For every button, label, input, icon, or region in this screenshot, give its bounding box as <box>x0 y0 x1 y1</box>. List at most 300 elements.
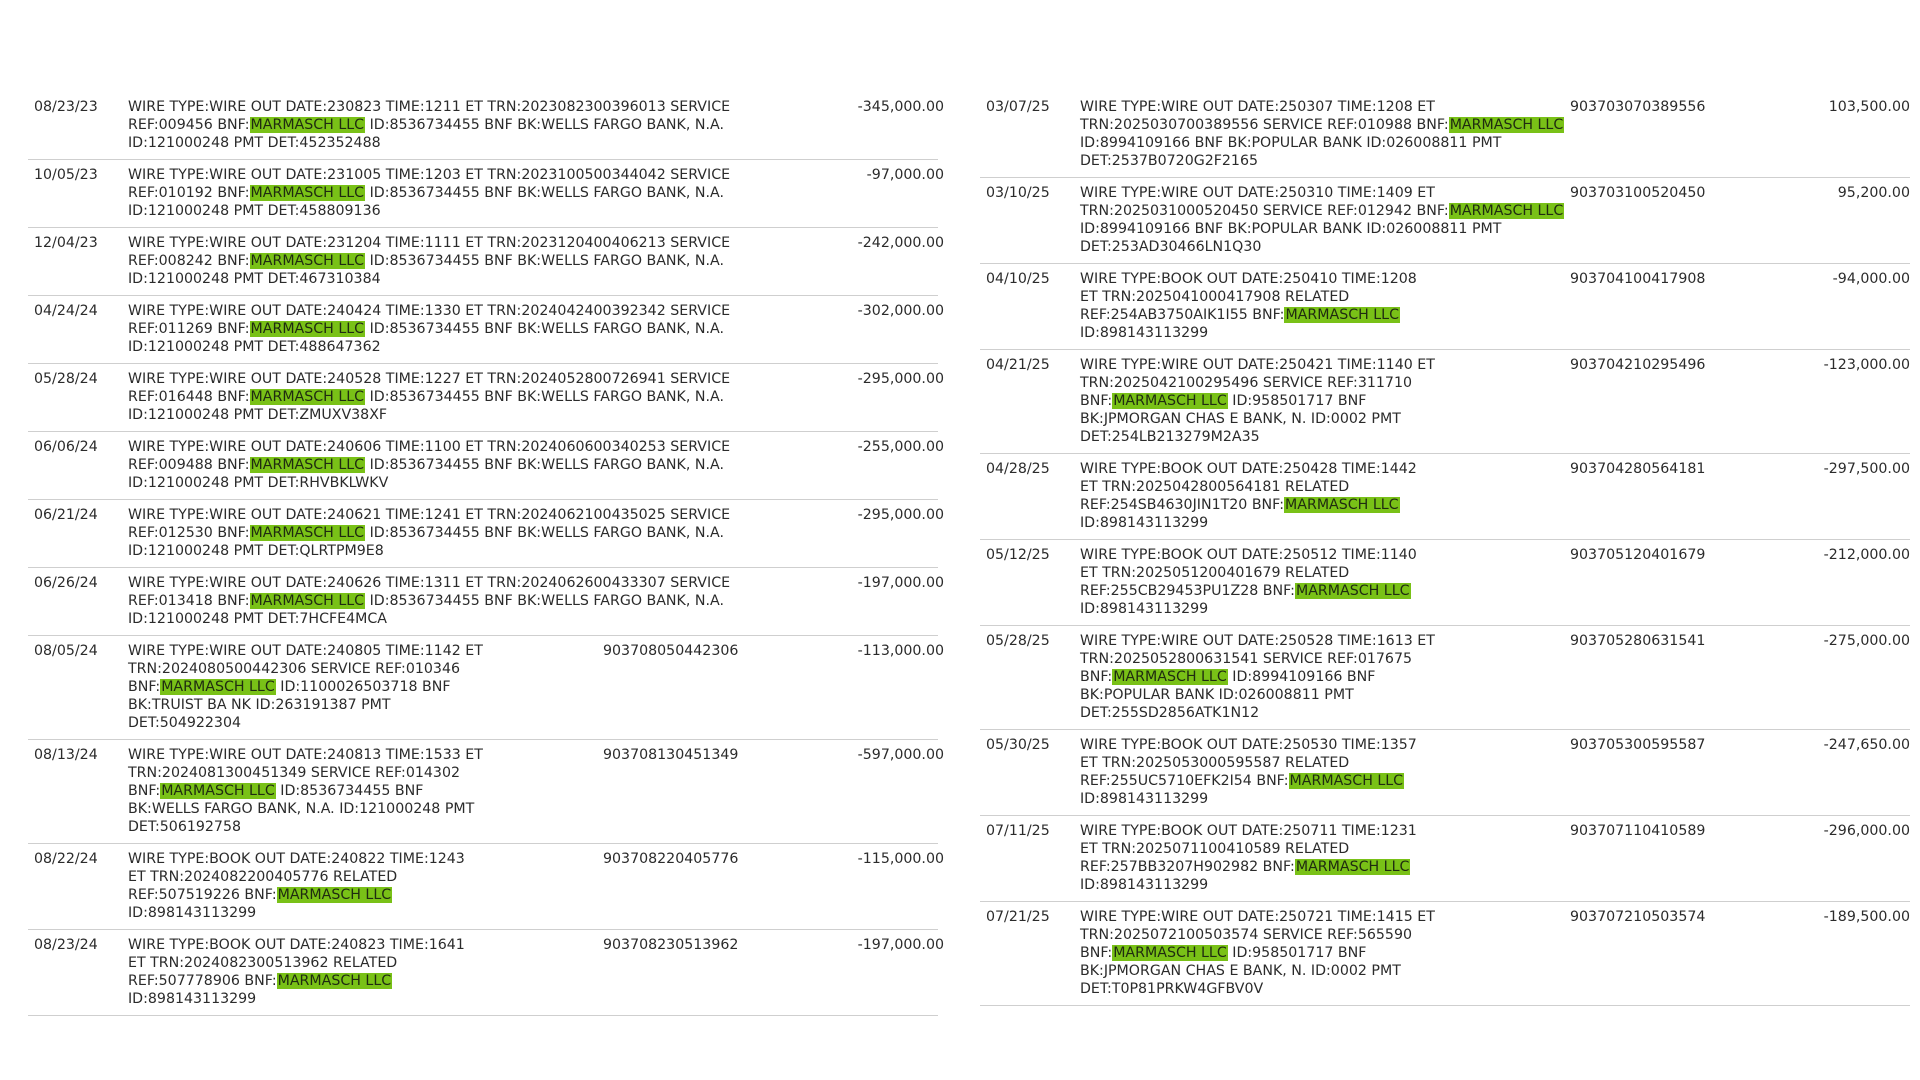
description-text: ID:898143113299 <box>1080 877 1209 893</box>
description-line <box>1080 980 1640 998</box>
description-text: TRN:2025031000520450 SERVICE REF:012942 BNF: <box>1080 203 1449 219</box>
transaction-amount: -212,000.00 <box>1823 547 1910 563</box>
transaction-row <box>28 930 944 1016</box>
description-text: WIRE TYPE:BOOK OUT DATE:250428 TIME:1442 <box>1080 461 1417 477</box>
description-line <box>128 202 688 220</box>
transaction-amount: -597,000.00 <box>857 747 944 763</box>
transaction-date: 05/12/25 <box>986 547 1050 563</box>
transaction-amount: -345,000.00 <box>857 99 944 115</box>
description-line <box>1080 754 1640 772</box>
description-line <box>128 134 688 152</box>
transaction-description <box>128 166 731 220</box>
description-text: ET TRN:2025041000417908 RELATED <box>1080 289 1350 305</box>
description-line <box>128 456 724 474</box>
reference-number: 903704280564181 <box>1570 461 1706 477</box>
description-text: ID:8536734455 BNF BK:WELLS FARGO BANK, N.A. <box>365 525 724 541</box>
description-text: REF:010192 BNF: <box>128 185 250 201</box>
highlighted-beneficiary: MARMASCH LLC <box>250 185 365 201</box>
description-text: ID:8536734455 BNF BK:WELLS FARGO BANK, N.A. <box>365 321 724 337</box>
transaction-amount: -113,000.00 <box>857 643 944 659</box>
description-line <box>1080 632 1640 650</box>
description-line <box>1080 324 1640 342</box>
description-text: REF:009456 BNF: <box>128 117 250 133</box>
transaction-amount: -197,000.00 <box>857 575 944 591</box>
transaction-date: 06/21/24 <box>34 507 98 523</box>
reference-number: 903708220405776 <box>603 851 739 867</box>
description-line <box>128 678 688 696</box>
description-line <box>1080 514 1640 532</box>
description-text: REF:008242 BNF: <box>128 253 250 269</box>
description-line <box>128 542 688 560</box>
reference-number: 903708050442306 <box>603 643 739 659</box>
description-text: WIRE TYPE:BOOK OUT DATE:240823 TIME:1641 <box>128 937 465 953</box>
description-line <box>1080 306 1640 324</box>
highlighted-beneficiary: MARMASCH LLC <box>250 389 365 405</box>
highlighted-beneficiary: MARMASCH LLC <box>1113 945 1227 961</box>
description-text: WIRE TYPE:WIRE OUT DATE:240424 TIME:1330 ET TRN:2024042400392342 SERVICE <box>128 303 731 319</box>
description-text: DET:504922304 <box>128 715 242 731</box>
highlighted-beneficiary: MARMASCH LLC <box>1285 497 1399 513</box>
description-text: REF:009488 BNF: <box>128 457 250 473</box>
description-line <box>128 302 731 320</box>
description-line <box>1080 858 1640 876</box>
description-line <box>1080 704 1640 722</box>
transaction-row <box>28 844 944 930</box>
description-text: DET:506192758 <box>128 819 242 835</box>
description-text: TRN:2025072100503574 SERVICE REF:565590 <box>1080 927 1412 943</box>
transaction-amount: -197,000.00 <box>857 937 944 953</box>
description-line <box>1080 220 1640 238</box>
description-line <box>1080 238 1640 256</box>
transaction-date: 05/28/25 <box>986 633 1050 649</box>
description-line <box>128 904 688 922</box>
left-transaction-column <box>28 92 944 1016</box>
transaction-row <box>980 264 1910 350</box>
transaction-date: 08/05/24 <box>34 643 98 659</box>
transaction-row <box>980 454 1910 540</box>
description-text: ID:121000248 PMT DET:ZMUXV38XF <box>128 407 388 423</box>
description-text: WIRE TYPE:WIRE OUT DATE:240626 TIME:1311 ET TRN:2024062600433307 SERVICE <box>128 575 731 591</box>
transaction-date: 07/21/25 <box>986 909 1050 925</box>
description-text: TRN:2024080500442306 SERVICE REF:010346 <box>128 661 460 677</box>
transaction-description <box>128 234 731 288</box>
transaction-row <box>980 350 1910 454</box>
transaction-amount: -275,000.00 <box>1823 633 1910 649</box>
description-line <box>128 98 731 116</box>
description-line <box>128 370 731 388</box>
description-line <box>1080 152 1640 170</box>
transaction-date: 08/22/24 <box>34 851 98 867</box>
transaction-description <box>128 438 731 492</box>
transaction-date: 08/23/23 <box>34 99 98 115</box>
description-text: DET:2537B0720G2F2165 <box>1080 153 1259 169</box>
description-text: BK:JPMORGAN CHAS E BANK, N. ID:0002 PMT <box>1080 411 1401 427</box>
highlighted-beneficiary: MARMASCH LLC <box>161 783 275 799</box>
transaction-description <box>1080 98 1640 170</box>
description-line <box>128 166 731 184</box>
description-line <box>1080 116 1640 134</box>
description-line <box>1080 564 1640 582</box>
description-line <box>1080 772 1640 790</box>
description-text: ID:898143113299 <box>1080 515 1209 531</box>
description-text: ID:958501717 BNF <box>1227 393 1367 409</box>
description-line <box>1080 202 1640 220</box>
description-text: WIRE TYPE:WIRE OUT DATE:240528 TIME:1227 ET TRN:2024052800726941 SERVICE <box>128 371 731 387</box>
transaction-amount: -297,500.00 <box>1823 461 1910 477</box>
description-text: WIRE TYPE:WIRE OUT DATE:240805 TIME:1142 ET <box>128 643 483 659</box>
description-text: ID:8536734455 BNF BK:WELLS FARGO BANK, N.A. <box>365 117 724 133</box>
description-text: BNF: <box>1080 669 1113 685</box>
description-text: ET TRN:2025071100410589 RELATED <box>1080 841 1350 857</box>
description-line <box>1080 288 1640 306</box>
description-text: ID:898143113299 <box>128 905 257 921</box>
transaction-date: 05/28/24 <box>34 371 98 387</box>
description-text: TRN:2025042100295496 SERVICE REF:311710 <box>1080 375 1412 391</box>
description-line <box>1080 650 1640 668</box>
highlighted-beneficiary: MARMASCH LLC <box>250 321 365 337</box>
description-text: REF:254AB3750AIK1I55 BNF: <box>1080 307 1285 323</box>
description-text: REF:011269 BNF: <box>128 321 250 337</box>
highlighted-beneficiary: MARMASCH LLC <box>1285 307 1399 323</box>
description-text: ET TRN:2025051200401679 RELATED <box>1080 565 1350 581</box>
description-line <box>1080 840 1640 858</box>
description-line <box>1080 410 1640 428</box>
highlighted-beneficiary: MARMASCH LLC <box>1289 773 1404 789</box>
transaction-amount: -295,000.00 <box>857 371 944 387</box>
description-text: DET:T0P81PRKW4GFBV0V <box>1080 981 1264 997</box>
description-text: ID:8536734455 BNF BK:WELLS FARGO BANK, N.A. <box>365 253 724 269</box>
description-text: ID:8994109166 BNF <box>1227 669 1376 685</box>
description-line <box>128 800 688 818</box>
description-line <box>128 954 688 972</box>
description-line <box>1080 944 1640 962</box>
description-text: DET:255SD2856ATK1N12 <box>1080 705 1260 721</box>
description-text: ET TRN:2025042800564181 RELATED <box>1080 479 1350 495</box>
transaction-row <box>28 92 944 160</box>
transaction-date: 04/10/25 <box>986 271 1050 287</box>
transaction-amount: -189,500.00 <box>1823 909 1910 925</box>
description-text: ID:121000248 PMT DET:7HCFE4MCA <box>128 611 387 627</box>
description-text: TRN:2025052800631541 SERVICE REF:017675 <box>1080 651 1412 667</box>
highlighted-beneficiary: MARMASCH LLC <box>1113 393 1227 409</box>
transaction-row <box>980 816 1910 902</box>
transaction-row <box>28 228 944 296</box>
description-text: REF:257BB3207H902982 BNF: <box>1080 859 1295 875</box>
description-line <box>1080 926 1640 944</box>
highlighted-beneficiary: MARMASCH LLC <box>277 887 392 903</box>
transaction-date: 05/30/25 <box>986 737 1050 753</box>
transaction-amount: -115,000.00 <box>857 851 944 867</box>
transaction-row <box>28 636 944 740</box>
description-text: WIRE TYPE:WIRE OUT DATE:231005 TIME:1203 ET TRN:2023100500344042 SERVICE <box>128 167 731 183</box>
description-line <box>1080 822 1640 840</box>
reference-number: 903705120401679 <box>1570 547 1706 563</box>
description-text: WIRE TYPE:WIRE OUT DATE:231204 TIME:1111 ET TRN:2023120400406213 SERVICE <box>128 235 731 251</box>
description-line <box>1080 546 1640 564</box>
transaction-description <box>1080 184 1640 256</box>
description-line <box>128 252 724 270</box>
transaction-date: 06/06/24 <box>34 439 98 455</box>
transaction-description <box>128 302 731 356</box>
description-text: ID:898143113299 <box>1080 325 1209 341</box>
reference-number: 903704210295496 <box>1570 357 1706 373</box>
description-line <box>128 338 688 356</box>
description-text: REF:254SB4630JIN1T20 BNF: <box>1080 497 1285 513</box>
description-text: ID:1100026503718 BNF <box>275 679 451 695</box>
transaction-date: 04/28/25 <box>986 461 1050 477</box>
description-text: WIRE TYPE:WIRE OUT DATE:240813 TIME:1533 ET <box>128 747 483 763</box>
transaction-row <box>980 730 1910 816</box>
description-line <box>128 320 724 338</box>
reference-number: 903708130451349 <box>603 747 739 763</box>
reference-number: 903707210503574 <box>1570 909 1706 925</box>
description-text: REF:016448 BNF: <box>128 389 250 405</box>
reference-number: 903708230513962 <box>603 937 739 953</box>
reference-number: 903705280631541 <box>1570 633 1706 649</box>
description-line <box>1080 98 1640 116</box>
transaction-amount: -242,000.00 <box>857 235 944 251</box>
description-line <box>1080 460 1640 478</box>
description-text: ID:8536734455 BNF BK:WELLS FARGO BANK, N.A. <box>365 457 724 473</box>
description-text: BNF: <box>1080 393 1113 409</box>
description-line <box>1080 876 1640 894</box>
transaction-amount: -302,000.00 <box>857 303 944 319</box>
description-line <box>1080 582 1640 600</box>
transaction-description <box>128 506 731 560</box>
description-text: WIRE TYPE:BOOK OUT DATE:250530 TIME:1357 <box>1080 737 1417 753</box>
description-text: ID:8994109166 BNF BK:POPULAR BANK ID:026008811 PMT <box>1080 221 1502 237</box>
description-text: ET TRN:2024082300513962 RELATED <box>128 955 398 971</box>
transaction-description <box>1080 822 1640 894</box>
description-text: REF:012530 BNF: <box>128 525 250 541</box>
highlighted-beneficiary: MARMASCH LLC <box>250 593 365 609</box>
description-line <box>1080 374 1640 392</box>
description-text: ID:898143113299 <box>1080 791 1209 807</box>
transaction-description <box>1080 736 1640 808</box>
description-line <box>1080 908 1640 926</box>
description-line <box>128 592 724 610</box>
description-text: REF:507519226 BNF: <box>128 887 277 903</box>
transaction-row <box>28 432 944 500</box>
transaction-row <box>28 364 944 432</box>
description-line <box>128 474 688 492</box>
transaction-amount: -295,000.00 <box>857 507 944 523</box>
description-text: ID:121000248 PMT DET:452352488 <box>128 135 381 151</box>
description-text: ID:8536734455 BNF BK:WELLS FARGO BANK, N.A. <box>365 185 724 201</box>
description-line <box>128 990 688 1008</box>
description-text: ID:8536734455 BNF <box>275 783 424 799</box>
description-line <box>128 574 731 592</box>
reference-number: 903707110410589 <box>1570 823 1706 839</box>
description-line <box>1080 686 1640 704</box>
transaction-amount: -255,000.00 <box>857 439 944 455</box>
description-text: WIRE TYPE:WIRE OUT DATE:240606 TIME:1100 ET TRN:2024060600340253 SERVICE <box>128 439 731 455</box>
description-text: WIRE TYPE:WIRE OUT DATE:250307 TIME:1208 ET <box>1080 99 1435 115</box>
description-line <box>128 696 688 714</box>
reference-number: 903705300595587 <box>1570 737 1706 753</box>
description-text: DET:253AD30466LN1Q30 <box>1080 239 1262 255</box>
description-text: BK:POPULAR BANK ID:026008811 PMT <box>1080 687 1354 703</box>
description-line <box>128 270 688 288</box>
description-text: WIRE TYPE:BOOK OUT DATE:250410 TIME:1208 <box>1080 271 1417 287</box>
transaction-date: 08/13/24 <box>34 747 98 763</box>
transaction-description <box>128 370 731 424</box>
description-line <box>128 438 731 456</box>
description-text: ID:898143113299 <box>128 991 257 1007</box>
description-text: WIRE TYPE:WIRE OUT DATE:250721 TIME:1415 ET <box>1080 909 1435 925</box>
description-text: TRN:2025030700389556 SERVICE REF:010988 BNF: <box>1080 117 1449 133</box>
reference-number: 903704100417908 <box>1570 271 1706 287</box>
transaction-row <box>28 740 944 844</box>
reference-number: 903703100520450 <box>1570 185 1706 201</box>
transaction-description <box>128 574 731 628</box>
description-line <box>1080 428 1640 446</box>
description-text: WIRE TYPE:BOOK OUT DATE:250512 TIME:1140 <box>1080 547 1417 563</box>
description-line <box>128 116 724 134</box>
description-line <box>1080 134 1640 152</box>
description-text: REF:013418 BNF: <box>128 593 250 609</box>
highlighted-beneficiary: MARMASCH LLC <box>1295 583 1410 599</box>
highlighted-beneficiary: MARMASCH LLC <box>250 457 365 473</box>
transaction-date: 06/26/24 <box>34 575 98 591</box>
transaction-date: 12/04/23 <box>34 235 98 251</box>
description-text: REF:507778906 BNF: <box>128 973 277 989</box>
description-text: ID:121000248 PMT DET:QLRTPM9E8 <box>128 543 384 559</box>
transaction-row <box>980 178 1910 264</box>
transaction-amount: -123,000.00 <box>1823 357 1910 373</box>
transaction-description <box>128 98 731 152</box>
highlighted-beneficiary: MARMASCH LLC <box>1295 859 1410 875</box>
description-line <box>128 972 688 990</box>
description-text: BK:WELLS FARGO BANK, N.A. ID:121000248 PMT <box>128 801 475 817</box>
transaction-amount: -94,000.00 <box>1832 271 1910 287</box>
transaction-row <box>28 500 944 568</box>
right-transaction-column <box>980 92 1910 1006</box>
transaction-description <box>1080 546 1640 618</box>
description-line <box>128 782 688 800</box>
description-line <box>1080 668 1640 686</box>
transaction-description <box>1080 460 1640 532</box>
transaction-amount: 95,200.00 <box>1837 185 1910 201</box>
description-line <box>128 764 688 782</box>
transaction-date: 08/23/24 <box>34 937 98 953</box>
transaction-date: 10/05/23 <box>34 167 98 183</box>
transaction-description <box>1080 270 1640 342</box>
transaction-row <box>980 540 1910 626</box>
description-line <box>128 234 731 252</box>
transaction-description <box>1080 632 1640 722</box>
transaction-description <box>1080 908 1640 998</box>
description-text: WIRE TYPE:WIRE OUT DATE:230823 TIME:1211 ET TRN:2023082300396013 SERVICE <box>128 99 731 115</box>
description-text: ID:958501717 BNF <box>1227 945 1367 961</box>
description-line <box>128 184 724 202</box>
description-line <box>128 660 688 678</box>
description-text: ID:121000248 PMT DET:467310384 <box>128 271 381 287</box>
description-text: ID:121000248 PMT DET:RHVBKLWKV <box>128 475 389 491</box>
description-text: TRN:2024081300451349 SERVICE REF:014302 <box>128 765 460 781</box>
description-line <box>128 886 688 904</box>
description-text: BNF: <box>128 783 161 799</box>
highlighted-beneficiary: MARMASCH LLC <box>1449 203 1564 219</box>
description-line <box>1080 790 1640 808</box>
description-line <box>1080 496 1640 514</box>
reference-number: 903703070389556 <box>1570 99 1706 115</box>
description-text: ID:121000248 PMT DET:488647362 <box>128 339 381 355</box>
description-text: WIRE TYPE:WIRE OUT DATE:250528 TIME:1613 ET <box>1080 633 1435 649</box>
transaction-row <box>980 92 1910 178</box>
description-text: ID:898143113299 <box>1080 601 1209 617</box>
transaction-date: 07/11/25 <box>986 823 1050 839</box>
highlighted-beneficiary: MARMASCH LLC <box>250 253 365 269</box>
transaction-date: 04/24/24 <box>34 303 98 319</box>
transaction-amount: -296,000.00 <box>1823 823 1910 839</box>
description-text: DET:254LB213279M2A35 <box>1080 429 1260 445</box>
description-text: WIRE TYPE:WIRE OUT DATE:250310 TIME:1409 ET <box>1080 185 1435 201</box>
description-text: WIRE TYPE:BOOK OUT DATE:240822 TIME:1243 <box>128 851 465 867</box>
description-text: ID:8994109166 BNF BK:POPULAR BANK ID:026008811 PMT <box>1080 135 1502 151</box>
description-line <box>1080 478 1640 496</box>
description-line <box>1080 184 1640 202</box>
highlighted-beneficiary: MARMASCH LLC <box>277 973 392 989</box>
description-text: WIRE TYPE:BOOK OUT DATE:250711 TIME:1231 <box>1080 823 1417 839</box>
transaction-description <box>1080 356 1640 446</box>
transaction-row <box>28 568 944 636</box>
description-text: BNF: <box>128 679 161 695</box>
description-text: ET TRN:2025053000595587 RELATED <box>1080 755 1350 771</box>
description-line <box>128 524 724 542</box>
description-text: ID:8536734455 BNF BK:WELLS FARGO BANK, N.A. <box>365 389 724 405</box>
transaction-date: 04/21/25 <box>986 357 1050 373</box>
highlighted-beneficiary: MARMASCH LLC <box>1113 669 1227 685</box>
transaction-amount: -97,000.00 <box>866 167 944 183</box>
description-text: ID:8536734455 BNF BK:WELLS FARGO BANK, N.A. <box>365 593 724 609</box>
description-text: ET TRN:2024082200405776 RELATED <box>128 869 398 885</box>
highlighted-beneficiary: MARMASCH LLC <box>250 525 365 541</box>
description-text: WIRE TYPE:WIRE OUT DATE:240621 TIME:1241 ET TRN:2024062100435025 SERVICE <box>128 507 731 523</box>
description-line <box>1080 356 1640 374</box>
description-line <box>1080 600 1640 618</box>
description-line <box>128 714 688 732</box>
transaction-row <box>980 626 1910 730</box>
description-line <box>128 868 688 886</box>
description-text: REF:255CB29453PU1Z28 BNF: <box>1080 583 1295 599</box>
description-line <box>1080 270 1640 288</box>
highlighted-beneficiary: MARMASCH LLC <box>161 679 275 695</box>
description-line <box>128 388 724 406</box>
transaction-amount: -247,650.00 <box>1823 737 1910 753</box>
description-line <box>128 610 688 628</box>
description-line <box>128 506 731 524</box>
description-text: BNF: <box>1080 945 1113 961</box>
transaction-row <box>980 902 1910 1006</box>
highlighted-beneficiary: MARMASCH LLC <box>250 117 365 133</box>
description-text: REF:255UC5710EFK2I54 BNF: <box>1080 773 1289 789</box>
description-line <box>1080 736 1640 754</box>
description-text: WIRE TYPE:WIRE OUT DATE:250421 TIME:1140 ET <box>1080 357 1435 373</box>
highlighted-beneficiary: MARMASCH LLC <box>1449 117 1564 133</box>
description-text: BK:JPMORGAN CHAS E BANK, N. ID:0002 PMT <box>1080 963 1401 979</box>
transaction-amount: 103,500.00 <box>1828 99 1910 115</box>
transaction-date: 03/10/25 <box>986 185 1050 201</box>
transaction-date: 03/07/25 <box>986 99 1050 115</box>
transaction-row <box>28 296 944 364</box>
description-line <box>128 818 688 836</box>
description-line <box>1080 392 1640 410</box>
transaction-row <box>28 160 944 228</box>
description-text: BK:TRUIST BA NK ID:263191387 PMT <box>128 697 391 713</box>
description-line <box>128 406 688 424</box>
description-text: ID:121000248 PMT DET:458809136 <box>128 203 381 219</box>
